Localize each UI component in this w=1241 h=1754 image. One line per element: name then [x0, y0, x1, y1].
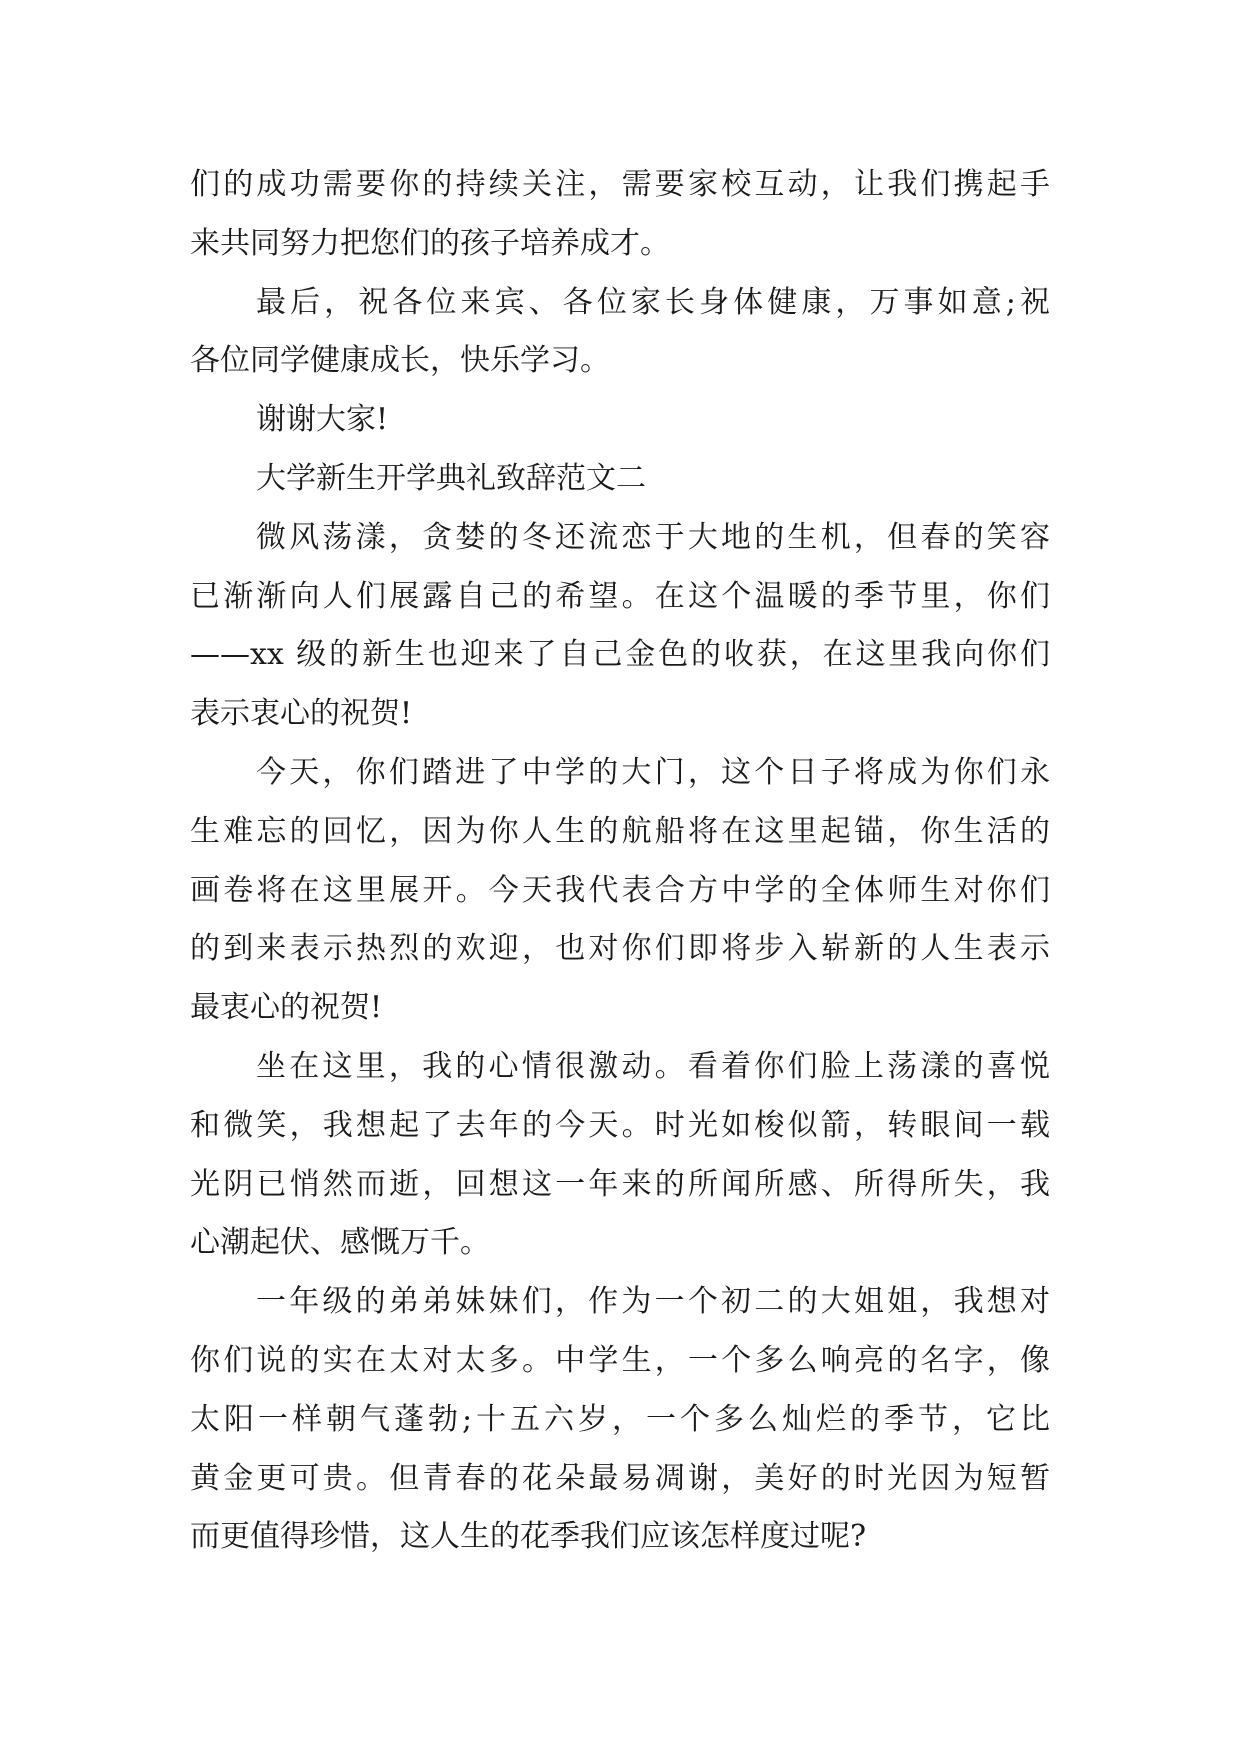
- paragraph-start-line: 坐在这里，我的心情很激动。看着你们脸上荡漾的喜悦: [256, 1048, 1050, 1084]
- text-line: 来共同努力把您们的孩子培养成才。: [190, 225, 670, 261]
- text-line: 太阳一样朝气蓬勃;十五六岁，一个多么灿烂的季节，它比: [190, 1401, 1050, 1437]
- document-body: [190, 156, 1050, 1567]
- text-line: 和微笑，我想起了去年的今天。时光如梭似箭，转眼间一载: [190, 1107, 1050, 1143]
- text-line: 已渐渐向人们展露自己的希望。在这个温暖的季节里，你们: [190, 578, 1050, 614]
- section-title: 大学新生开学典礼致辞范文二: [256, 460, 646, 496]
- paragraph-start-line: 最后，祝各位来宾、各位家长身体健康，万事如意;祝: [256, 284, 1050, 320]
- text-line: 黄金更可贵。但青春的花朵最易凋谢，美好的时光因为短暂: [190, 1460, 1050, 1496]
- text-line: ——xx 级的新生也迎来了自己金色的收获，在这里我向你们: [190, 637, 1050, 673]
- text-line: 的到来表示热烈的欢迎，也对你们即将步入崭新的人生表示: [190, 931, 1050, 967]
- paragraph-start-line: 谢谢大家!: [256, 402, 389, 438]
- text-line: 光阴已悄然而逝，回想这一年来的所闻所感、所得所失，我: [190, 1166, 1050, 1202]
- text-line: 生难忘的回忆，因为你人生的航船将在这里起锚，你生活的: [190, 813, 1050, 849]
- paragraph-start-line: 微风荡漾，贪婪的冬还流恋于大地的生机，但春的笑容: [256, 519, 1050, 555]
- text-line: 画卷将在这里展开。今天我代表合方中学的全体师生对你们: [190, 872, 1050, 908]
- text-line: 你们说的实在太对太多。中学生，一个多么响亮的名字，像: [190, 1342, 1050, 1378]
- text-line: 表示衷心的祝贺!: [190, 696, 413, 732]
- paragraph-start-line: 今天，你们踏进了中学的大门，这个日子将成为你们永: [256, 754, 1050, 790]
- text-line: 心潮起伏、感慨万千。: [190, 1225, 490, 1261]
- text-line: 们的成功需要你的持续关注，需要家校互动，让我们携起手: [190, 167, 1050, 202]
- paragraph-start-line: 一年级的弟弟妹妹们，作为一个初二的大姐姐，我想对: [256, 1284, 1050, 1320]
- text-line: 最衷心的祝贺!: [190, 990, 383, 1026]
- text-line: 而更值得珍惜，这人生的花季我们应该怎样度过呢?: [190, 1519, 867, 1555]
- text-line: 各位同学健康成长，快乐学习。: [190, 343, 610, 379]
